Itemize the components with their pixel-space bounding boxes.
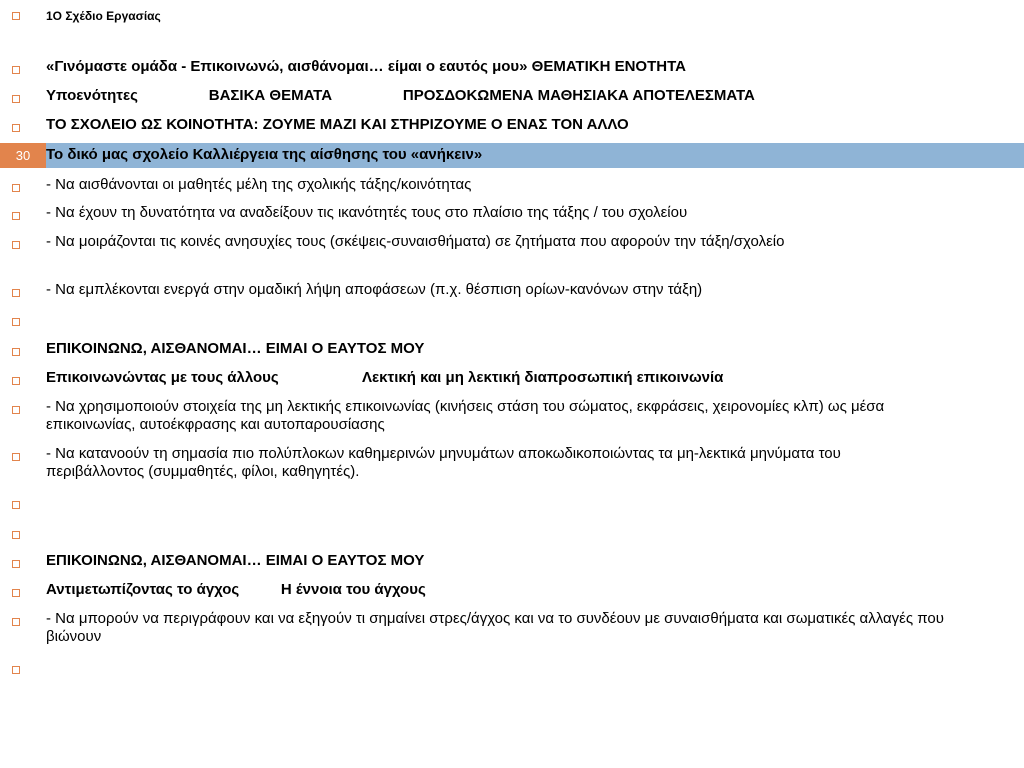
list-item-text: ΤΟ ΣΧΟΛΕΙΟ ΩΣ ΚΟΙΝΟΤΗΤΑ: ΖΟΥΜΕ ΜΑΖΙ ΚΑΙ ΣΤΗΡΙΖΟΥΜΕ Ο ΕΝΑΣ ΤΟΝ ΑΛΛΟ <box>46 116 629 133</box>
square-bullet-icon <box>12 66 20 74</box>
square-bullet-icon <box>12 124 20 132</box>
list-item-text: - Να χρησιμοποιούν στοιχεία της μη λεκτικής επικοινωνίας (κινήσεις στάση του σώματος, εκφράσεις, χειρονομίες κλπ) ως μέσα επικοινωνίας, αυτοέκφρασης και αυτοπαρουσίασης <box>46 398 889 433</box>
square-bullet-icon <box>12 348 20 356</box>
square-bullet-icon <box>12 377 20 385</box>
square-bullet-icon <box>12 318 20 326</box>
square-bullet-icon <box>12 241 20 249</box>
list-item-text: - Να μπορούν να περιγράφουν και να εξηγούν τι σημαίνει στρες/άγχος και να το συνδέουν με συναισθήματα και σωματικές αλλαγές που βιώνουν <box>46 610 949 645</box>
list-item-text: - Να εμπλέκονται ενεργά στην ομαδική λήψη αποφάσεων (π.χ. θέσπιση ορίων-κανόνων στην τάξη) <box>46 281 703 298</box>
list-item-text: ΕΠΙΚΟΙΝΩΝΩ, ΑΙΣΘΑΝΟΜΑΙ… ΕΙΜΑΙ Ο ΕΑΥΤΟΣ ΜΟΥ <box>46 552 425 569</box>
list-item-text: ΕΠΙΚΟΙΝΩΝΩ, ΑΙΣΘΑΝΟΜΑΙ… ΕΙΜΑΙ Ο ΕΑΥΤΟΣ ΜΟΥ <box>46 340 425 357</box>
square-bullet-icon <box>12 666 20 674</box>
square-bullet-icon <box>12 501 20 509</box>
list-item-text: Επικοινωνώντας με τους άλλους Λεκτική και μη λεκτική διαπροσωπική επικοινωνία <box>46 369 724 386</box>
slide-number: 30 <box>0 143 46 168</box>
square-bullet-icon <box>12 618 20 626</box>
square-bullet-icon <box>12 12 20 20</box>
square-bullet-icon <box>12 95 20 103</box>
square-bullet-icon <box>12 560 20 568</box>
square-bullet-icon <box>12 289 20 297</box>
list-item-text: - Να έχουν τη δυνατότητα να αναδείξουν τις ικανότητές τους στο πλαίσιο της τάξης / του σχολείου <box>46 204 688 221</box>
square-bullet-icon <box>12 184 20 192</box>
list-item-text: Το δικό μας σχολείο Καλλιέργεια της αίσθησης του «ανήκειν» <box>46 146 483 163</box>
square-bullet-icon <box>12 453 20 461</box>
list-item-text: - Να μοιράζονται τις κοινές ανησυχίες τους (σκέψεις-συναισθήματα) σε ζητήματα που αφορούν την τάξη/σχολείο <box>46 233 785 250</box>
list-item-text: - Να αισθάνονται οι μαθητές μέλη της σχολικής τάξης/κοινότητας <box>46 176 472 193</box>
square-bullet-icon <box>12 531 20 539</box>
square-bullet-icon <box>12 589 20 597</box>
list-item-text: - Να κατανοούν τη σημασία πιο πολύπλοκων καθημερινών μηνυμάτων αποκωδικοποιώντας τα μη-λεκτικά μηνύματα του περιβάλλοντος (συμμαθητές, φίλοι, καθηγητές). <box>46 445 846 480</box>
list-item-text: Υποενότητες ΒΑΣΙΚΑ ΘΕΜΑΤΑ ΠΡΟΣΔΟΚΩΜΕΝΑ ΜΑΘΗΣΙΑΚΑ ΑΠΟΤΕΛΕΣΜΑΤΑ <box>46 87 755 104</box>
list-item-text: 1Ο Σχέδιο Εργασίας <box>46 9 161 23</box>
square-bullet-icon <box>12 406 20 414</box>
list-item-text: «Γινόμαστε ομάδα - Επικοινωνώ, αισθάνομαι… είμαι ο εαυτός μου» ΘΕΜΑΤΙΚΗ ΕΝΟΤΗΤΑ <box>46 58 686 75</box>
square-bullet-icon <box>12 212 20 220</box>
list-item-text: Αντιμετωπίζοντας το άγχος Η έννοια του άγχους <box>46 581 426 598</box>
